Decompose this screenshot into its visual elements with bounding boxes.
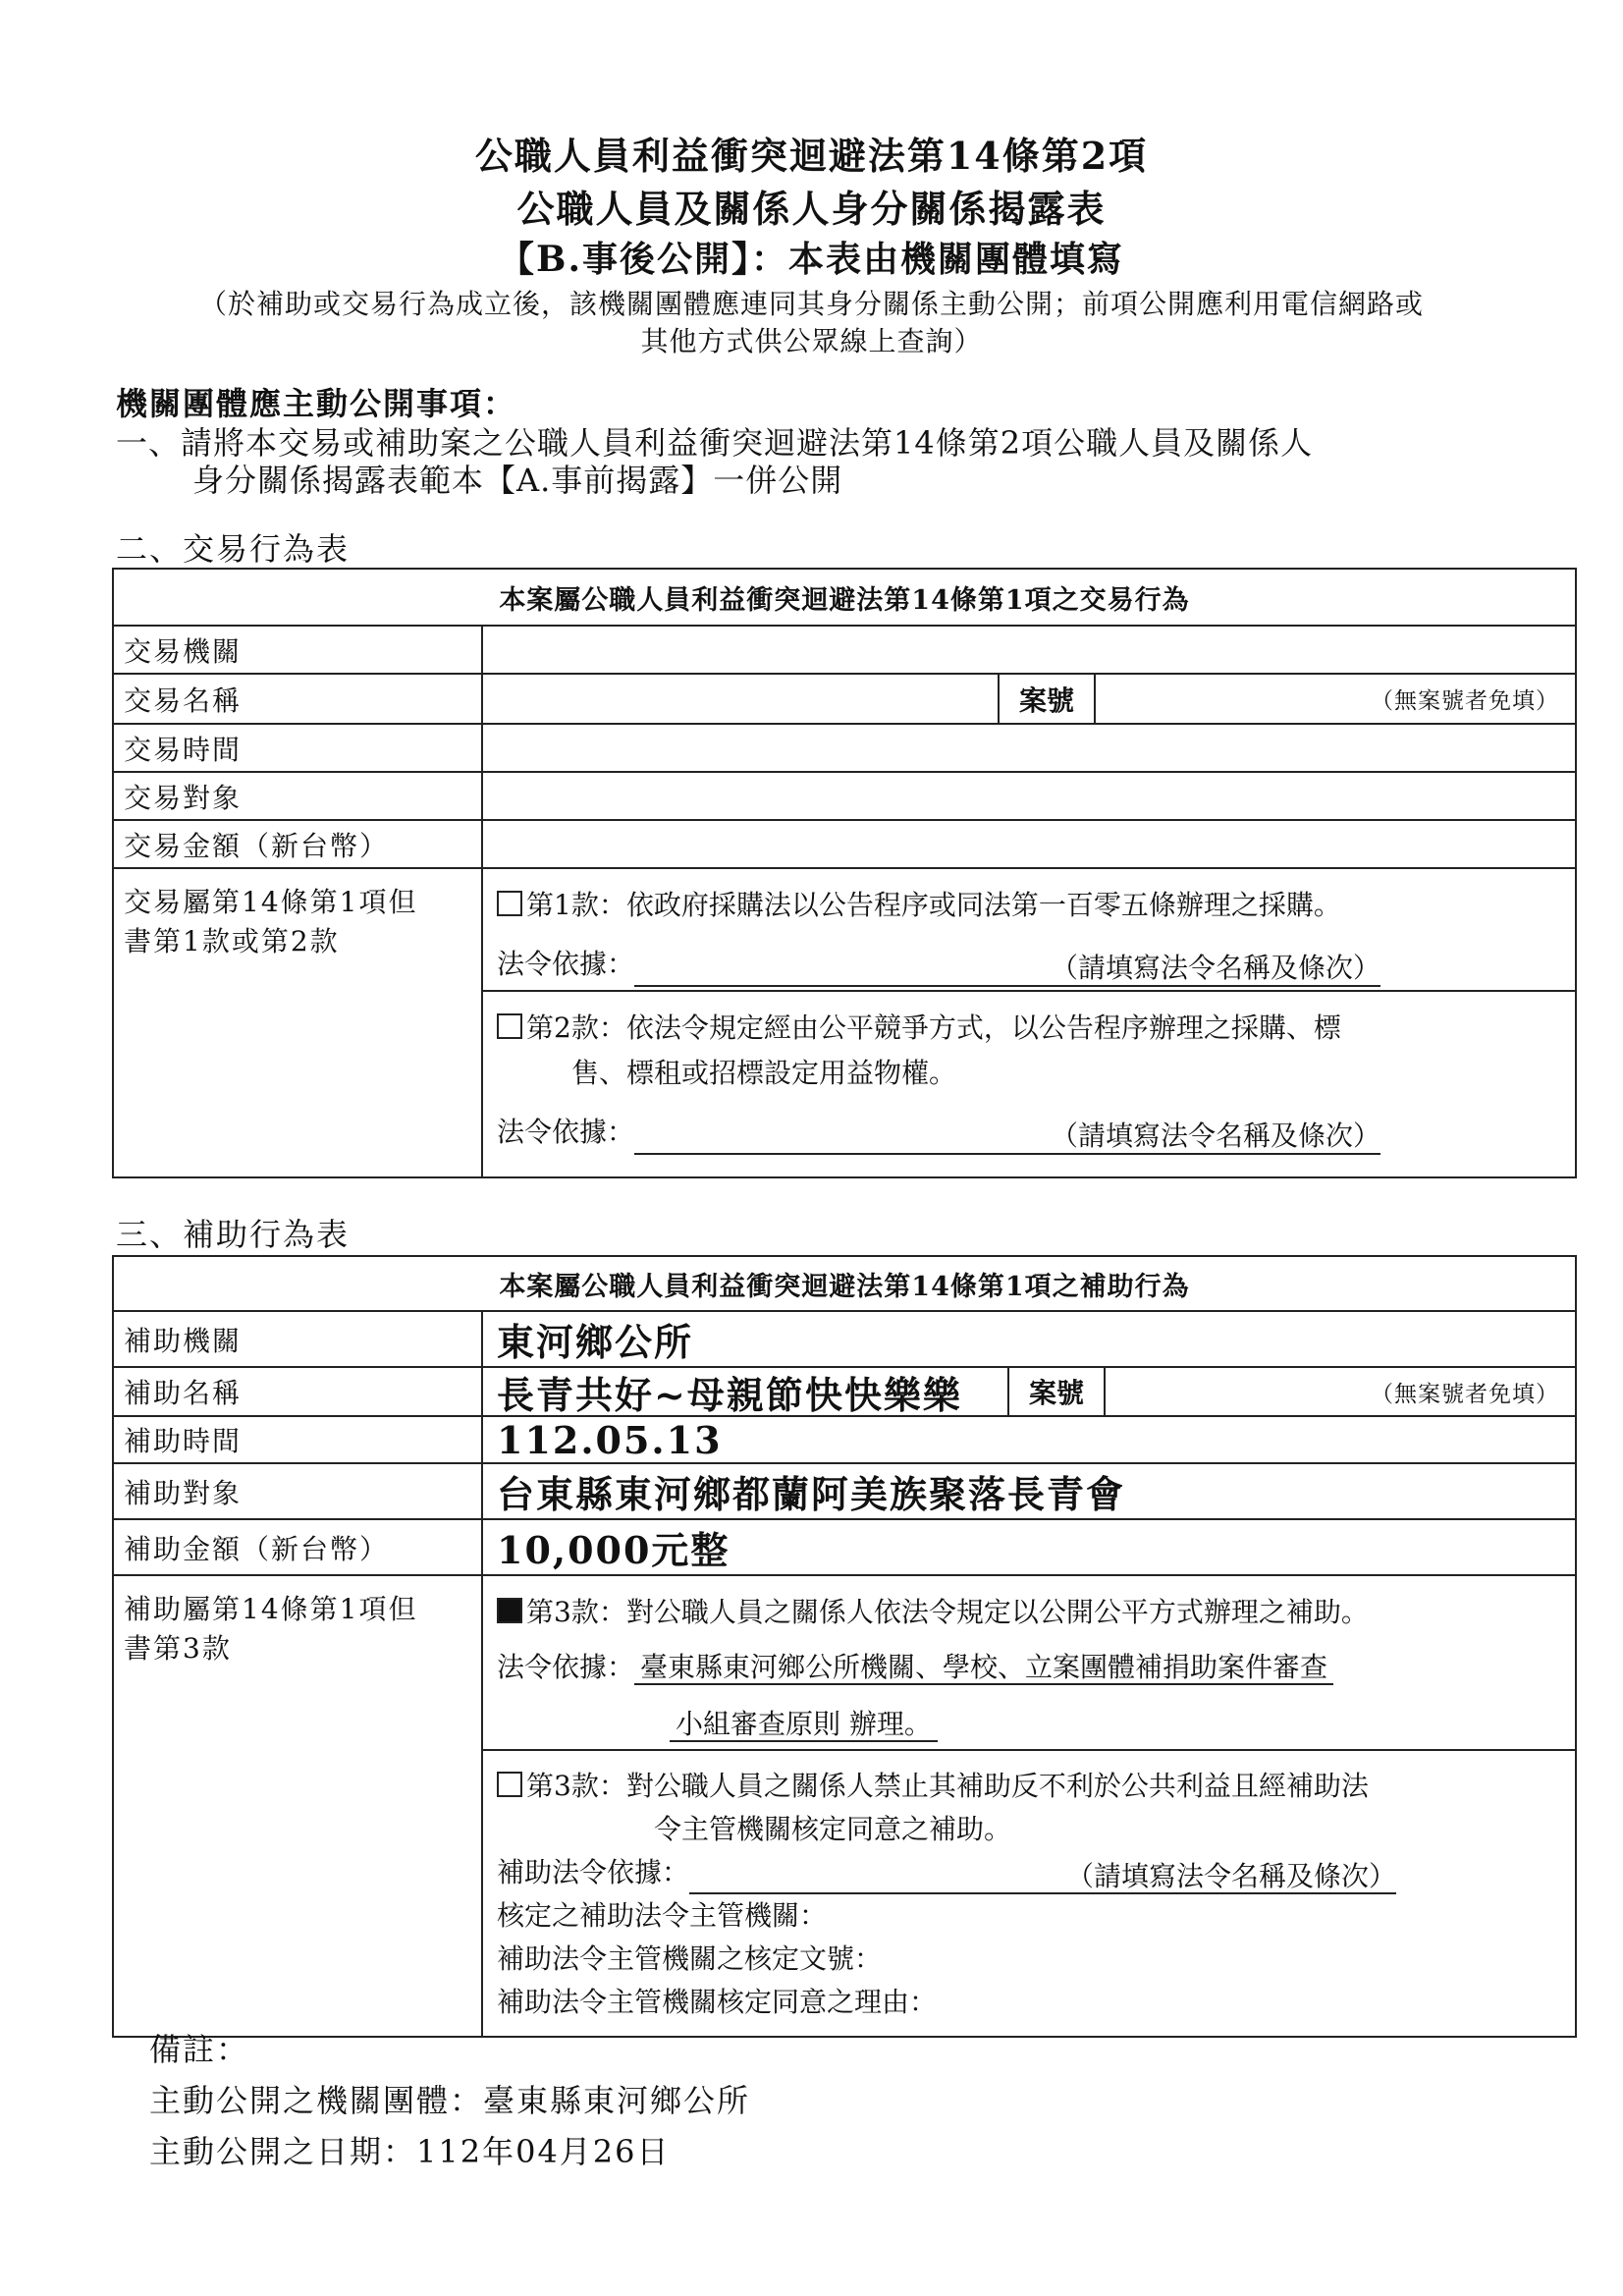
subsidy-case-no-label: 案號 xyxy=(1009,1368,1106,1415)
disclosure-item-1-cont: 身分關係揭露表範本【A.事前揭露】一併公開 xyxy=(192,462,843,499)
transaction-agency-field[interactable] xyxy=(482,626,1576,674)
subsidy-exception-label-line2: 書第3款 xyxy=(124,1632,232,1665)
form-title-type: 【B.事後公開】：本表由機關團體填寫 xyxy=(499,239,1124,280)
clause-3a-law-basis-label: 法令依據： xyxy=(497,1651,635,1683)
subsidy-law-basis-hint: （請填寫法令名稱及條次） xyxy=(1066,1860,1397,1892)
subsidy-case-no-field[interactable] xyxy=(1106,1368,1575,1415)
clause-2-text-cont: 售、標租或招標設定用益物權。 xyxy=(571,1057,957,1089)
subsidy-exception-label xyxy=(113,1575,482,2037)
transaction-clause-2-block xyxy=(483,992,1575,1176)
approving-agency-label: 核定之補助法令主管機關： xyxy=(497,1899,828,1932)
subsidy-exception-label-line1: 補助屬第14條第1項但 xyxy=(124,1593,418,1625)
subsidy-amount-field[interactable]: 10,000元整 xyxy=(482,1519,1576,1575)
transaction-amount-field[interactable] xyxy=(482,820,1576,868)
subsidy-time-field[interactable]: 112.05.13 xyxy=(482,1416,1576,1463)
clause-3b-checkbox[interactable] xyxy=(497,1772,522,1797)
clause-3a-law-basis-value-cont[interactable]: 小組審查原則 辦理。 xyxy=(670,1708,938,1742)
approval-doc-no-label: 補助法令主管機關之核定文號： xyxy=(497,1942,883,1975)
clause-2-law-basis-line[interactable] xyxy=(634,1120,1381,1155)
subsidy-case-no-note: （無案號者免填） xyxy=(1371,1381,1559,1407)
form-title-law: 公職人員利益衝突迴避法第14條第2項 xyxy=(474,134,1149,178)
publishing-org: 主動公開之機關團體：臺東縣東河鄉公所 xyxy=(149,2082,751,2119)
clause-2-text: 第2款：依法令規定經由公平競爭方式，以公告程序辦理之採購、標 xyxy=(526,1011,1341,1044)
clause-3a-text: 第3款：對公職人員之關係人依法令規定以公開公平方式辦理之補助。 xyxy=(526,1596,1369,1628)
transaction-time-label: 交易時間 xyxy=(113,724,482,772)
clause-2-law-basis-hint: （請填寫法令名稱及條次） xyxy=(1051,1120,1381,1152)
subsidy-law-basis-label: 補助法令依據： xyxy=(497,1856,690,1888)
transaction-name-field[interactable] xyxy=(483,675,1000,723)
subsidy-table-header: 本案屬公職人員利益衝突迴避法第14條第1項之補助行為 xyxy=(113,1256,1576,1311)
clause-3b-text: 第3款：對公職人員之關係人禁止其補助反不利於公共利益且經補助法 xyxy=(526,1770,1369,1802)
subsidy-target-label: 補助對象 xyxy=(113,1463,482,1519)
subsidy-agency-label: 補助機關 xyxy=(113,1311,482,1367)
transaction-exception-label xyxy=(113,868,482,1177)
transaction-target-field[interactable] xyxy=(482,772,1576,820)
disclosure-heading: 機關團體應主動公開事項： xyxy=(116,385,517,422)
transaction-section-title: 二、交易行為表 xyxy=(116,530,351,568)
clause-1-law-basis-hint: （請填寫法令名稱及條次） xyxy=(1051,952,1381,984)
transaction-amount-label: 交易金額（新台幣） xyxy=(113,820,482,868)
disclosure-item-1: 一、請將本交易或補助案之公職人員利益衝突迴避法第14條第2項公職人員及關係人 xyxy=(116,424,1314,462)
transaction-exception-label-line1: 交易屬第14條第1項但 xyxy=(124,886,418,918)
approval-reason-label: 補助法令主管機關核定同意之理由： xyxy=(497,1986,938,2018)
clause-3a-checkbox-checked[interactable] xyxy=(497,1598,522,1623)
subsidy-clause-3a-block xyxy=(483,1576,1575,1751)
remarks-label: 備註： xyxy=(149,2031,250,2068)
clause-1-law-basis-line[interactable] xyxy=(634,952,1381,987)
subsidy-table xyxy=(112,1255,1577,2038)
clause-2-checkbox[interactable] xyxy=(497,1013,522,1039)
form-subtitle-note-cont: 其他方式供公眾線上查詢） xyxy=(640,325,983,357)
clause-2-law-basis-label: 法令依據： xyxy=(497,1116,635,1148)
transaction-clause-1-block xyxy=(483,869,1575,992)
form-title-table: 公職人員及關係人身分關係揭露表 xyxy=(516,187,1107,231)
subsidy-section-title: 三、補助行為表 xyxy=(116,1216,351,1253)
subsidy-law-basis-line[interactable] xyxy=(689,1860,1397,1894)
clause-3b-text-cont: 令主管機關核定同意之補助。 xyxy=(654,1813,1012,1845)
transaction-exception-label-line2: 書第1款或第2款 xyxy=(124,925,340,957)
clause-3a-law-basis-value[interactable]: 臺東縣東河鄉公所機關、學校、立案團體補捐助案件審查 xyxy=(634,1651,1333,1685)
transaction-time-field[interactable] xyxy=(482,724,1576,772)
transaction-target-label: 交易對象 xyxy=(113,772,482,820)
transaction-case-no-note: （無案號者免填） xyxy=(1371,688,1559,714)
subsidy-time-label: 補助時間 xyxy=(113,1416,482,1463)
publishing-date: 主動公開之日期：112年04月26日 xyxy=(149,2133,671,2170)
clause-1-law-basis-label: 法令依據： xyxy=(497,948,635,980)
transaction-case-no-field[interactable] xyxy=(1096,675,1575,723)
subsidy-amount-label: 補助金額（新台幣） xyxy=(113,1519,482,1575)
transaction-name-label: 交易名稱 xyxy=(113,674,482,724)
transaction-table xyxy=(112,568,1577,1178)
subsidy-name-field[interactable]: 長青共好~母親節快快樂樂 xyxy=(483,1368,1009,1415)
subsidy-agency-field[interactable]: 東河鄉公所 xyxy=(482,1311,1576,1367)
transaction-case-no-label: 案號 xyxy=(1000,675,1096,723)
clause-1-text: 第1款：依政府採購法以公告程序或同法第一百零五條辦理之採購。 xyxy=(526,889,1341,921)
subsidy-name-label: 補助名稱 xyxy=(113,1367,482,1416)
transaction-table-header: 本案屬公職人員利益衝突迴避法第14條第1項之交易行為 xyxy=(113,569,1576,626)
subsidy-clause-3b-block xyxy=(483,1751,1575,2036)
subsidy-target-field[interactable]: 台東縣東河鄉都蘭阿美族聚落長青會 xyxy=(482,1463,1576,1519)
form-subtitle-note: （於補助或交易行為成立後，該機關團體應連同其身分關係主動公開；前項公開應利用電信網路或 xyxy=(198,288,1424,320)
clause-1-checkbox[interactable] xyxy=(497,891,522,916)
transaction-agency-label: 交易機關 xyxy=(113,626,482,674)
